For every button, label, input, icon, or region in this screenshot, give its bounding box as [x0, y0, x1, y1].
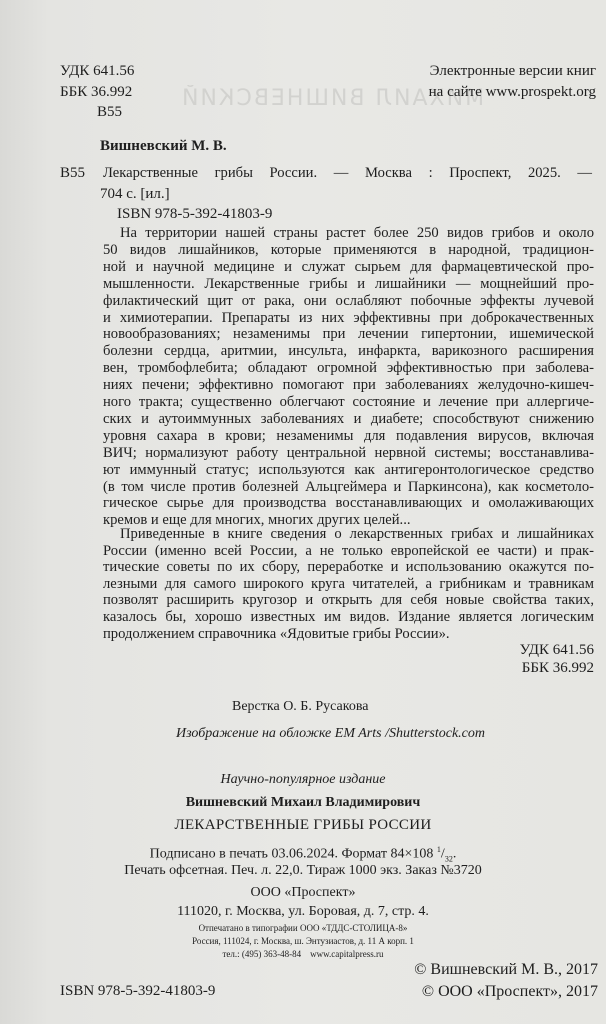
printer-phone: тел.: (495) 363-48-84 — [222, 949, 302, 959]
annotation-bbk: ББК 36.992 — [521, 660, 594, 676]
author-full-name: Вишневский Михаил Владимирович — [185, 795, 421, 810]
text-line: ниях печени; эффективно помогают при заболеваниях желудочно-кишеч- — [103, 377, 594, 394]
text-line: болезни сердца, аритмии, инсульта, инфаркта, варикозного расширения — [103, 343, 594, 360]
text-line: и химиотерапии. Препараты из них эффективны при доброкачественных — [103, 309, 594, 326]
publisher-name: ООО «Проспект» — [250, 885, 356, 900]
printer-address: Россия, 111024, г. Москва, ш. Энтузиастов, д. 11 А корп. 1 — [192, 936, 414, 946]
text-line: ют иммунный статус; используются как антигеронтологическое средство — [103, 461, 594, 478]
text-line: тические советы по их сбору, переработке и использованию окажутся по- — [103, 559, 594, 576]
record-title: Лекарственные грибы России. — Москва : Проспект, 2025. — — [103, 165, 592, 181]
author-mark: В55 — [97, 104, 123, 120]
text-line: ного тракта; существенно облегчают состояние и лечение при аллергиче- — [103, 394, 594, 410]
record-isbn: ISBN 978-5-392-41803-9 — [117, 206, 273, 222]
signed-to-print: Подписано в печать 03.06.2024. Формат 84×108 $^1/_{32}$. — [149, 845, 457, 864]
copyright-publisher: © ООО «Проспект», 2017 — [421, 983, 598, 1000]
copyright-author: © Вишневский М. В., 2017 — [414, 961, 598, 978]
cover-credit: Изображение на обложке EM Arts /Shutterstock.com — [176, 726, 485, 741]
text-line: ной и научной медицине и служат сырьем для фармацевтической про- — [103, 258, 594, 275]
annotation-udk: УДК 641.56 — [519, 642, 594, 658]
record-pages: 704 с. [ил.] — [100, 186, 170, 202]
publisher-address: 111020, г. Москва, ул. Боровая, д. 7, стр. 4. — [177, 904, 429, 919]
watermark-text: МИХАИЛ ВИШНЕВСКИЙ — [180, 86, 485, 111]
printed-at: Отпечатано в типографии ООО «ТДДС-СТОЛИЦА-8» — [198, 923, 408, 933]
text-line: продолжением справочника «Ядовитые грибы России». — [103, 625, 450, 642]
electronic-versions-line2: на сайте www.prospekt.org — [428, 84, 596, 100]
record-author: Вишневский М. В. — [100, 138, 227, 154]
signed-text: Подписано в печать 03.06.2024. Формат 84×108 — [149, 846, 437, 862]
text-line: России (именно всей России, а не только европейской ее части) и прак- — [103, 542, 594, 559]
text-line: (в том числе против болезней Альцгеймера и Паркинсона), как косметоло- — [103, 478, 594, 495]
text-line: позволят расширить кругозор и открыть для себя новые свойства таких, — [103, 592, 594, 609]
udk-code: УДК 641.56 — [60, 63, 135, 79]
edition-genre: Научно-популярное издание — [220, 772, 386, 787]
printer-contacts — [0, 948, 606, 960]
text-line: 50 видов лишайников, которые применяются в народной, традицион- — [103, 241, 594, 258]
text-line: казалось бы, хорошо известных им видов. Издание является логическим — [103, 609, 594, 625]
text-line: лезными для самого широкого круга читателей, а грибникам и травникам — [103, 575, 594, 592]
format-fraction-num: 1 — [436, 845, 441, 854]
text-line: На территории нашей страны растет более 250 видов грибов и около — [120, 225, 594, 241]
text-line: уровня сахара в крови; незаменимы для подавления вирусов, включая — [103, 427, 594, 444]
text-line: филактический щит от рака, они ослабляют побочные эффекты лучевой — [103, 292, 594, 309]
text-line: Приведенные в книге сведения о лекарственных грибах и лишайниках — [120, 526, 594, 542]
text-line: мышленности. Лекарственные грибы и лишайники — мощнейший про- — [103, 275, 594, 292]
book-title-caps: ЛЕКАРСТВЕННЫЕ ГРИБЫ РОССИИ — [174, 817, 432, 833]
text-line: гическое сырье для производства восстанавливающих и омолаживающих — [103, 495, 594, 512]
electronic-versions-line1: Электронные версии книг — [429, 63, 596, 79]
text-line: вен, тромбофлебита; обладают огромной эффективностью при заболева- — [103, 360, 594, 377]
text-line: кремов и еще для многих, многих других целей... — [103, 512, 411, 529]
footer-isbn: ISBN 978-5-392-41803-9 — [60, 983, 216, 999]
record-code: В55 — [60, 165, 86, 181]
text-line: новообразованиях; незаменимы при лечении гипертонии, ишемической — [103, 326, 594, 343]
bbk-code: ББК 36.992 — [60, 84, 133, 100]
format-fraction-den: 32 — [444, 854, 453, 864]
text-line: ВИЧ; нормализуют работу центральной нервной системы; восстанавлива- — [103, 444, 594, 461]
print-info: Печать офсетная. Печ. л. 22,0. Тираж 1000 экз. Заказ №3720 — [124, 863, 482, 878]
layout-credit: Верстка О. Б. Русакова — [232, 699, 369, 714]
printer-site: www.capitalpress.ru — [310, 949, 384, 959]
text-line: ских и аутоиммунных заболеваниях и диабете; способствуют снижению — [103, 410, 594, 427]
